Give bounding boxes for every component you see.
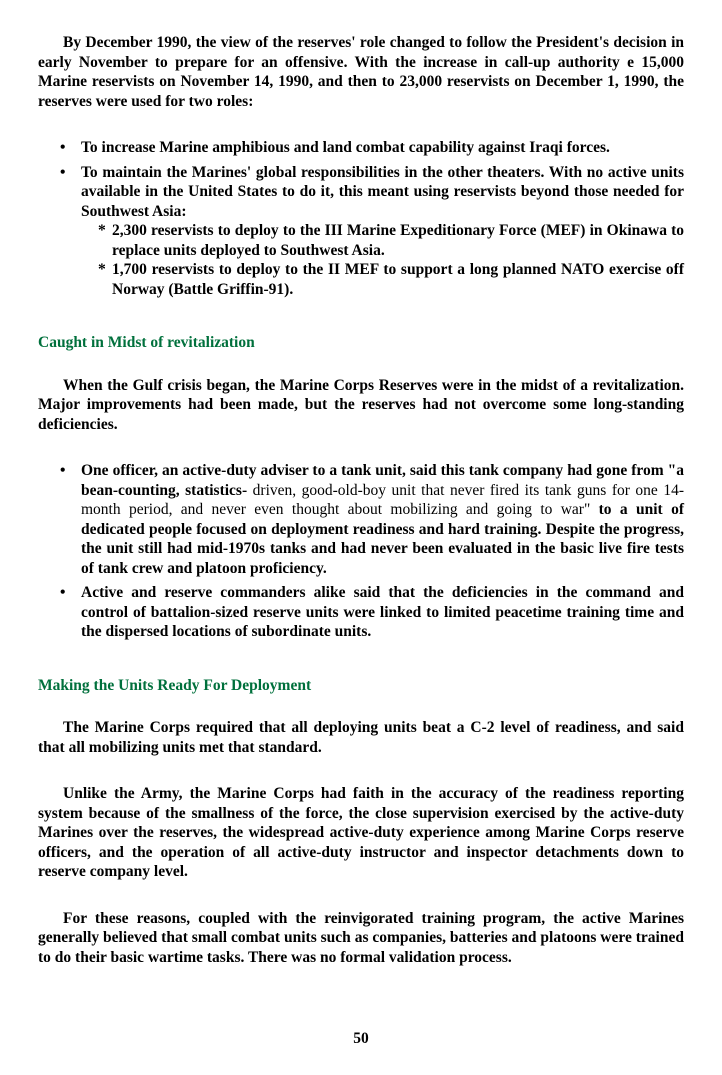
sub-list-item-text: 2,300 reservists to deploy to the III Marine Expeditionary Force (MEF) in Okinawa to replace units deployed to Southwest Asia.: [112, 222, 684, 259]
sub-list-item-text: 1,700 reservists to deploy to the II MEF to support a long planned NATO exercise off Norway (Battle Griffin-91).: [112, 261, 684, 298]
bullet-icon: •: [60, 139, 66, 156]
deployment-paragraph-3: For these reasons, coupled with the reinvigorated training program, the active Marines generally believed that small combat units such as companies, batteries and platoons were trained to do their basic wartime tasks. There was no formal validation process.: [38, 909, 684, 966]
section-heading-revitalization: Caught in Midst of revitalization: [38, 334, 255, 351]
asterisk-icon: *: [98, 261, 106, 278]
bullet-icon: •: [60, 163, 66, 181]
bullet-icon: •: [60, 462, 66, 479]
deficiencies-bullet-list: [58, 461, 684, 642]
list-item-text: To increase Marine amphibious and land combat capability against Iraqi forces.: [81, 139, 610, 156]
intro-paragraph: By December 1990, the view of the reserves' role changed to follow the President's decision in early November to prepare for an offensive. With the increase in call-up authority e 15,000 Marine reservists on November 14, 1990, and then to 23,000 reservists on December 1, 1990, the reserves were used for two roles:: [38, 34, 684, 110]
list-item-text: Active and reserve commanders alike said that the deficiencies in the command and control of battalion-sized reserve units were linked to limited peacetime training time and the dispersed locations of subordinate units.: [81, 584, 684, 640]
list-item: [58, 461, 684, 578]
list-item: [58, 583, 684, 642]
sub-list-item: [98, 260, 684, 299]
revitalization-paragraph: When the Gulf crisis began, the Marine Corps Reserves were in the midst of a revitalization. Major improvements had been made, but the reserves had not overcome some long-standing deficiencies.: [38, 376, 684, 433]
bullet-icon: •: [60, 584, 66, 601]
sub-list-item: [98, 221, 684, 260]
page-number: 50: [353, 1029, 369, 1047]
list-item-text-bold: to a unit of dedicated people focused on deployment readiness and hard training. Despite the progress, the unit still had mid-1970s tanks and had never been evaluated in the basic live fire tests of tank crew and platoon proficiency.: [81, 501, 684, 577]
deployment-paragraph-2: Unlike the Army, the Marine Corps had faith in the accuracy of the readiness reporting system because of the smallness of the force, the close supervision exercised by the active-duty Marines over the reserves, the widespread active-duty experience among Marine Corps reserve officers, and the operation of all active-duty instructor and inspector detachments down to reserve company level.: [38, 785, 684, 880]
list-item-text: To maintain the Marines' global responsibilities in the other theaters. With no active units available in the United States to do it, this meant using reservists beyond those needed for Southwest Asia:: [81, 163, 684, 220]
deployment-paragraph-1: The Marine Corps required that all deploying units beat a C-2 level of readiness, and said that all mobilizing units met that standard.: [38, 719, 684, 756]
asterisk-icon: *: [98, 222, 106, 239]
list-item-text-quote: driven, good-old-boy unit that never fired its tank guns for one 14-month period, and never even thought about mobilizing and going to war": [81, 481, 684, 518]
list-item-text-bold: One officer, an active-duty adviser to a tank unit, said this tank company had gone from "a bean-counting, statistics-: [81, 462, 684, 499]
list-item: [58, 138, 684, 158]
section-heading-deployment: Making the Units Ready For Deployment: [38, 676, 312, 694]
list-item: [58, 163, 684, 300]
roles-bullet-list: [58, 138, 684, 299]
